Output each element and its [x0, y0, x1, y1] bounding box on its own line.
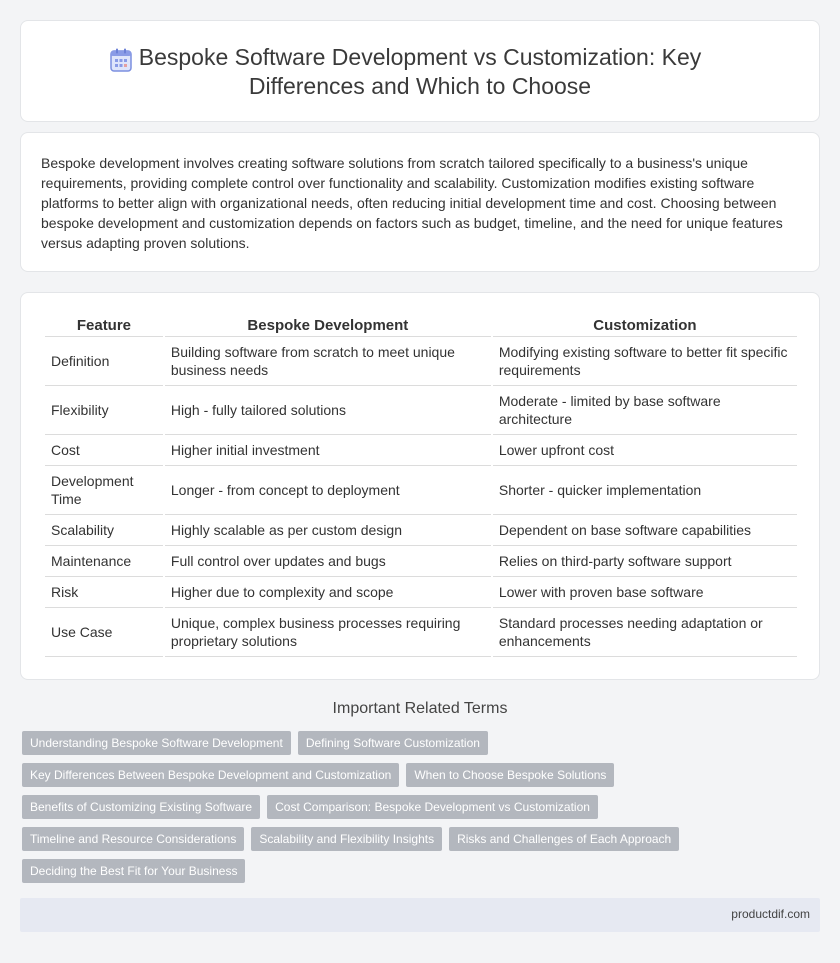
table-cell-bespoke: Higher initial investment — [165, 435, 491, 466]
related-term-tag[interactable]: Risks and Challenges of Each Approach — [449, 827, 679, 851]
page-title: Bespoke Software Development vs Customization: Key Differences and Which to Choose — [138, 44, 702, 99]
intro-card — [20, 132, 820, 272]
column-header-bespoke: Bespoke Development — [165, 313, 491, 337]
table-cell-bespoke: Unique, complex business processes requiring proprietary solutions — [165, 608, 491, 657]
table-cell-customization: Lower with proven base software — [493, 577, 797, 608]
column-header-customization: Customization — [493, 313, 797, 337]
table-row — [45, 386, 797, 435]
related-term-tag[interactable]: Cost Comparison: Bespoke Development vs Customization — [267, 795, 598, 819]
table-cell-feature: Maintenance — [45, 546, 163, 577]
intro-paragraph: Bespoke development involves creating software solutions from scratch tailored specifically to a business's unique requirements, providing complete control over functionality and scalability. Customization modifies existing software platforms to better align with organizational needs, often reducing initial development time and cost. Choosing between bespoke development and customization depends on factors such as budget, timeline, and the need for unique features versus adapting proven solutions. — [41, 155, 783, 251]
table-header-row — [45, 313, 797, 337]
table-row — [45, 435, 797, 466]
table-row — [45, 608, 797, 657]
table-cell-customization: Moderate - limited by base software architecture — [493, 386, 797, 435]
table-cell-feature: Use Case — [45, 608, 163, 657]
header-card — [20, 20, 820, 122]
related-term-tag[interactable]: Timeline and Resource Considerations — [22, 827, 244, 851]
related-terms-heading: Important Related Terms — [332, 700, 508, 717]
table-cell-customization: Modifying existing software to better fit specific requirements — [493, 337, 797, 386]
related-term-tag[interactable]: Key Differences Between Bespoke Development and Customization — [22, 763, 399, 787]
related-term-tag[interactable]: Deciding the Best Fit for Your Business — [22, 859, 245, 883]
table-row — [45, 546, 797, 577]
table-cell-feature: Definition — [45, 337, 163, 386]
table-cell-feature: Cost — [45, 435, 163, 466]
table-row — [45, 515, 797, 546]
table-cell-bespoke: High - fully tailored solutions — [165, 386, 491, 435]
table-cell-bespoke: Highly scalable as per custom design — [165, 515, 491, 546]
footer — [20, 898, 820, 932]
table-row — [45, 577, 797, 608]
related-term-tag[interactable]: When to Choose Bespoke Solutions — [406, 763, 614, 787]
table-cell-bespoke: Higher due to complexity and scope — [165, 577, 491, 608]
related-term-tag[interactable]: Scalability and Flexibility Insights — [251, 827, 442, 851]
table-cell-feature: Risk — [45, 577, 163, 608]
table-cell-customization: Dependent on base software capabilities — [493, 515, 797, 546]
table-row — [45, 337, 797, 386]
comparison-table — [43, 313, 799, 657]
table-cell-bespoke: Building software from scratch to meet unique business needs — [165, 337, 491, 386]
footer-site-link[interactable]: productdif.com — [731, 907, 810, 921]
table-row — [45, 466, 797, 515]
table-cell-customization: Standard processes needing adaptation or enhancements — [493, 608, 797, 657]
table-cell-feature: Scalability — [45, 515, 163, 546]
related-term-tag[interactable]: Defining Software Customization — [298, 731, 488, 755]
table-cell-customization: Lower upfront cost — [493, 435, 797, 466]
table-cell-bespoke: Longer - from concept to deployment — [165, 466, 491, 515]
table-cell-bespoke: Full control over updates and bugs — [165, 546, 491, 577]
comparison-table-card — [20, 292, 820, 680]
table-cell-customization: Shorter - quicker implementation — [493, 466, 797, 515]
table-cell-feature: Flexibility — [45, 386, 163, 435]
related-term-tag[interactable]: Understanding Bespoke Software Development — [22, 731, 291, 755]
related-term-tag[interactable]: Benefits of Customizing Existing Software — [22, 795, 260, 819]
related-terms-list — [22, 731, 722, 891]
table-cell-customization: Relies on third-party software support — [493, 546, 797, 577]
column-header-feature: Feature — [45, 313, 163, 337]
table-cell-feature: Development Time — [45, 466, 163, 515]
